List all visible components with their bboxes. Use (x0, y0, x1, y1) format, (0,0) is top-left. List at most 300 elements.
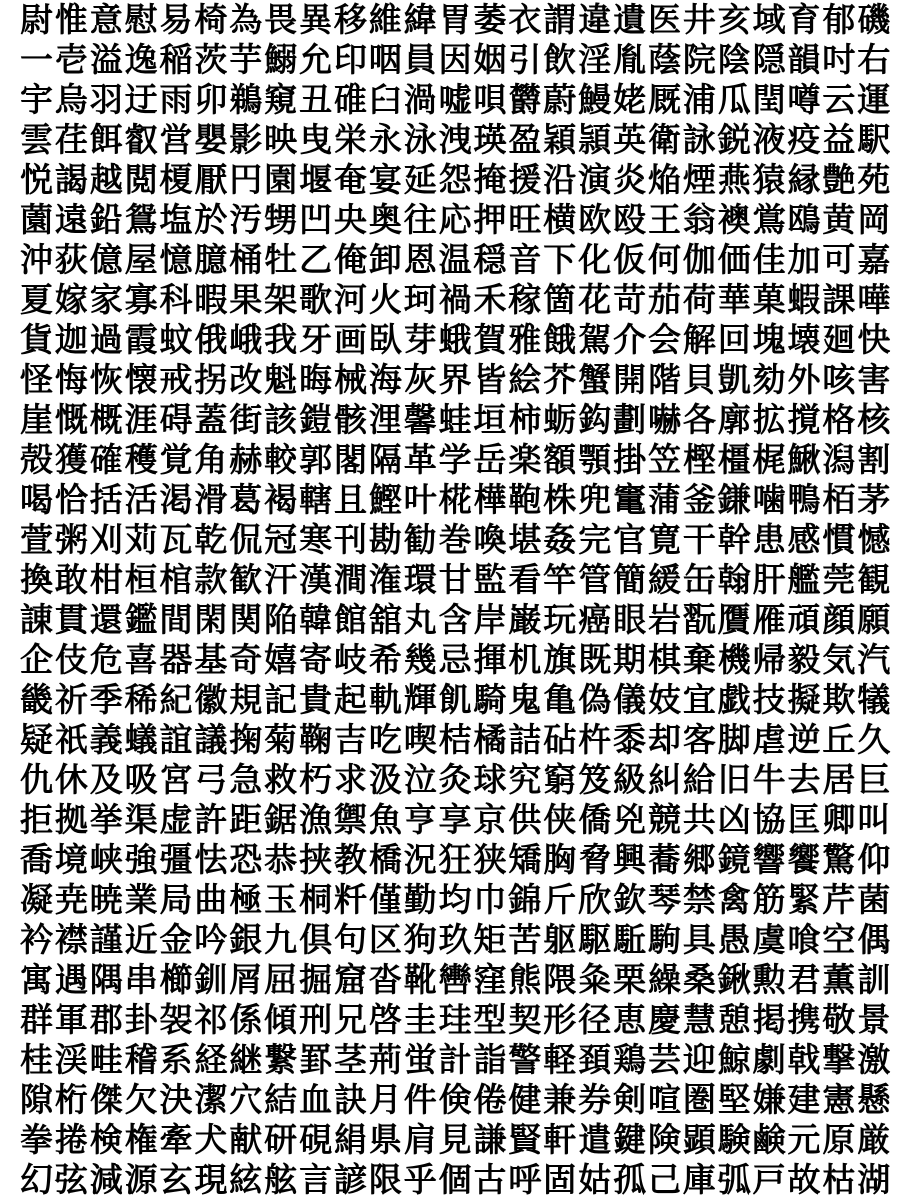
kanji-glyph: 袈 (159, 1000, 193, 1039)
kanji-glyph: 橘 (473, 720, 507, 759)
kanji-glyph: 雅 (508, 320, 542, 359)
kanji-glyph: 嚇 (647, 400, 681, 439)
kanji-glyph: 蔚 (543, 80, 577, 119)
kanji-glyph: 厭 (194, 160, 228, 199)
kanji-glyph: 楽 (508, 440, 542, 479)
kanji-glyph: 血 (299, 1080, 333, 1119)
kanji-glyph: 匡 (787, 800, 821, 839)
kanji-glyph: 径 (578, 1000, 612, 1039)
kanji-glyph: 葛 (229, 480, 263, 519)
kanji-glyph: 異 (299, 0, 333, 39)
kanji-glyph: 研 (264, 1120, 298, 1159)
kanji-glyph: 桶 (229, 240, 263, 279)
kanji-glyph: 可 (822, 240, 856, 279)
kanji-glyph: 虚 (159, 800, 193, 839)
kanji-glyph: 沓 (368, 960, 402, 999)
kanji-glyph: 擬 (787, 680, 821, 719)
kanji-glyph: 甘 (438, 560, 472, 599)
kanji-glyph: 廓 (717, 400, 751, 439)
kanji-glyph: 加 (787, 240, 821, 279)
kanji-glyph: 妓 (647, 680, 681, 719)
kanji-glyph: 鵜 (229, 80, 263, 119)
kanji-glyph: 我 (264, 320, 298, 359)
kanji-glyph: 茄 (647, 280, 681, 319)
kanji-glyph: 黍 (613, 720, 647, 759)
kanji-glyph: 棺 (159, 560, 193, 599)
kanji-glyph: 懸 (857, 1080, 891, 1119)
kanji-glyph: 碍 (159, 400, 193, 439)
kanji-glyph: 澗 (333, 560, 367, 599)
kanji-glyph: 恐 (229, 840, 263, 879)
kanji-glyph: 汗 (264, 560, 298, 599)
kanji-glyph: 距 (229, 800, 263, 839)
kanji-glyph: 芥 (543, 360, 577, 399)
kanji-glyph: 黄 (822, 200, 856, 239)
kanji-glyph: 慰 (124, 0, 158, 39)
kanji-glyph: 移 (333, 0, 367, 39)
kanji-glyph: 謹 (89, 920, 123, 959)
kanji-glyph: 臆 (194, 240, 228, 279)
kanji-glyph: 科 (159, 280, 193, 319)
kanji-glyph: 曲 (194, 880, 228, 919)
kanji-glyph: 液 (752, 120, 786, 159)
kanji-glyph: 咳 (822, 360, 856, 399)
kanji-glyph: 糾 (647, 760, 681, 799)
kanji-glyph: 喬 (19, 840, 53, 879)
kanji-glyph: 壱 (54, 40, 88, 79)
kanji-glyph: 屋 (124, 240, 158, 279)
kanji-glyph: 傑 (89, 1080, 123, 1119)
kanji-glyph: 塩 (159, 200, 193, 239)
kanji-glyph: 金 (159, 920, 193, 959)
kanji-glyph: 井 (682, 0, 716, 39)
kanji-glyph: 兇 (613, 800, 647, 839)
kanji-glyph: 海 (368, 360, 402, 399)
kanji-glyph: 戒 (159, 360, 193, 399)
kanji-glyph: 鋭 (717, 120, 751, 159)
kanji-glyph: 勲 (752, 960, 786, 999)
kanji-glyph: 吟 (194, 920, 228, 959)
kanji-glyph: 願 (857, 600, 891, 639)
glyph-row (19, 200, 900, 240)
kanji-glyph: 括 (89, 480, 123, 519)
kanji-glyph: 戸 (752, 1160, 786, 1199)
kanji-glyph: 教 (333, 840, 367, 879)
kanji-glyph: 居 (822, 760, 856, 799)
kanji-glyph: 強 (124, 840, 158, 879)
kanji-glyph: 挟 (299, 840, 333, 879)
kanji-glyph: 翫 (682, 600, 716, 639)
kanji-glyph: 栄 (333, 120, 367, 159)
kanji-glyph: 検 (89, 1120, 123, 1159)
kanji-glyph: 原 (822, 1120, 856, 1159)
kanji-glyph: 禦 (333, 800, 367, 839)
kanji-glyph: 餓 (543, 320, 577, 359)
kanji-glyph: 戟 (787, 1040, 821, 1079)
kanji-glyph: 鴨 (787, 480, 821, 519)
kanji-glyph: 夏 (19, 280, 53, 319)
kanji-glyph: 亨 (403, 800, 437, 839)
kanji-glyph: 花 (578, 280, 612, 319)
kanji-glyph: 迦 (54, 320, 88, 359)
kanji-glyph: 巻 (438, 520, 472, 559)
kanji-glyph: 兼 (543, 1080, 577, 1119)
kanji-glyph: 雨 (159, 80, 193, 119)
kanji-glyph: 確 (89, 440, 123, 479)
kanji-glyph: 遺 (613, 0, 647, 39)
kanji-glyph: 舘 (368, 600, 402, 639)
kanji-glyph: 牽 (159, 1120, 193, 1159)
kanji-glyph: 乎 (403, 1160, 437, 1199)
kanji-glyph: 桑 (682, 960, 716, 999)
kanji-glyph: 決 (159, 1080, 193, 1119)
kanji-glyph: 肝 (752, 560, 786, 599)
kanji-glyph: 傾 (264, 1000, 298, 1039)
kanji-glyph: 閲 (124, 160, 158, 199)
kanji-glyph: 群 (19, 1000, 53, 1039)
kanji-glyph: 樫 (682, 440, 716, 479)
kanji-glyph: 介 (613, 320, 647, 359)
kanji-glyph: 茅 (857, 480, 891, 519)
kanji-glyph: 俺 (333, 240, 367, 279)
kanji-glyph: 倹 (438, 1080, 472, 1119)
kanji-glyph: 寛 (647, 520, 681, 559)
kanji-glyph: 尉 (19, 0, 53, 39)
kanji-glyph: 件 (403, 1080, 437, 1119)
kanji-glyph: 形 (543, 1000, 577, 1039)
kanji-glyph: 狂 (438, 840, 472, 879)
kanji-glyph: 侠 (543, 800, 577, 839)
kanji-glyph: 刑 (299, 1000, 333, 1039)
kanji-glyph: 休 (54, 760, 88, 799)
kanji-glyph: 系 (159, 1040, 193, 1079)
kanji-glyph: 隔 (368, 440, 402, 479)
kanji-glyph: 殻 (19, 440, 53, 479)
kanji-glyph: 云 (822, 80, 856, 119)
kanji-glyph: 鋸 (264, 800, 298, 839)
kanji-glyph: 諺 (333, 1160, 367, 1199)
kanji-glyph: 禽 (717, 880, 751, 919)
kanji-glyph: 希 (368, 640, 402, 679)
kanji-glyph: 維 (368, 0, 402, 39)
kanji-glyph: 故 (787, 1160, 821, 1199)
kanji-glyph: 繰 (647, 960, 681, 999)
kanji-glyph: 岩 (647, 600, 681, 639)
kanji-glyph: 伽 (682, 240, 716, 279)
kanji-glyph: 灰 (403, 360, 437, 399)
kanji-glyph: 角 (194, 440, 228, 479)
kanji-glyph: 起 (333, 680, 367, 719)
kanji-glyph: 曳 (299, 120, 333, 159)
kanji-glyph: 笈 (578, 760, 612, 799)
kanji-glyph: 格 (822, 400, 856, 439)
kanji-glyph: 咽 (368, 40, 402, 79)
kanji-glyph: 迂 (124, 80, 158, 119)
kanji-glyph: 菓 (752, 280, 786, 319)
glyph-row (19, 760, 900, 800)
kanji-glyph: 乙 (299, 240, 333, 279)
kanji-glyph: 炎 (613, 160, 647, 199)
kanji-glyph: 喫 (403, 720, 437, 759)
glyph-row (19, 560, 900, 600)
kanji-glyph: 還 (89, 600, 123, 639)
kanji-glyph: 塊 (752, 320, 786, 359)
kanji-glyph: 吃 (368, 720, 402, 759)
kanji-glyph: 軒 (543, 1120, 577, 1159)
kanji-glyph: 肩 (403, 1120, 437, 1159)
kanji-glyph: 活 (124, 480, 158, 519)
kanji-glyph: 拒 (19, 800, 53, 839)
kanji-glyph: 丘 (822, 720, 856, 759)
kanji-glyph: 恰 (54, 480, 88, 519)
kanji-glyph: 嫁 (54, 280, 88, 319)
kanji-glyph: 轡 (438, 960, 472, 999)
kanji-glyph: 韓 (299, 600, 333, 639)
kanji-glyph: 鰻 (578, 80, 612, 119)
kanji-glyph: 堰 (299, 160, 333, 199)
kanji-glyph: 叡 (124, 120, 158, 159)
kanji-glyph: 牛 (752, 760, 786, 799)
kanji-glyph: 梶 (752, 440, 786, 479)
kanji-glyph: 閏 (752, 80, 786, 119)
kanji-glyph: 家 (89, 280, 123, 319)
kanji-glyph: 救 (264, 760, 298, 799)
kanji-glyph: 禾 (473, 280, 507, 319)
kanji-glyph: 頴 (578, 120, 612, 159)
kanji-glyph: 供 (508, 800, 542, 839)
kanji-glyph: 学 (438, 440, 472, 479)
kanji-glyph: 溢 (89, 40, 123, 79)
kanji-glyph: 杵 (578, 720, 612, 759)
kanji-glyph: 柿 (508, 400, 542, 439)
kanji-glyph: 越 (89, 160, 123, 199)
kanji-glyph: 怯 (194, 840, 228, 879)
kanji-glyph: 技 (752, 680, 786, 719)
kanji-glyph: 汽 (857, 640, 891, 679)
kanji-glyph: 峨 (229, 320, 263, 359)
kanji-glyph: 疫 (787, 120, 821, 159)
kanji-glyph: 菊 (264, 720, 298, 759)
kanji-glyph: 魁 (264, 360, 298, 399)
kanji-glyph: 絹 (333, 1120, 367, 1159)
kanji-glyph: 掩 (473, 160, 507, 199)
kanji-glyph: 脚 (717, 720, 751, 759)
kanji-glyph: 珂 (403, 280, 437, 319)
kanji-glyph: 汚 (229, 200, 263, 239)
kanji-glyph: 貨 (19, 320, 53, 359)
kanji-glyph: 蚊 (159, 320, 193, 359)
kanji-glyph: 管 (578, 560, 612, 599)
kanji-glyph: 壊 (787, 320, 821, 359)
kanji-glyph: 渠 (124, 800, 158, 839)
kanji-glyph: 鑑 (124, 600, 158, 639)
kanji-glyph: 拠 (54, 800, 88, 839)
kanji-glyph: 桐 (299, 880, 333, 919)
kanji-glyph: 騎 (473, 680, 507, 719)
kanji-glyph: 解 (682, 320, 716, 359)
kanji-glyph: 空 (822, 920, 856, 959)
kanji-glyph: 県 (368, 1120, 402, 1159)
kanji-glyph: 褐 (264, 480, 298, 519)
glyph-row (19, 80, 900, 120)
kanji-glyph: 革 (403, 440, 437, 479)
kanji-glyph: 緯 (403, 0, 437, 39)
kanji-glyph: 贋 (717, 600, 751, 639)
kanji-glyph: 稽 (124, 1040, 158, 1079)
kanji-glyph: 卸 (368, 240, 402, 279)
kanji-glyph: 劃 (613, 400, 647, 439)
kanji-glyph: 仰 (857, 840, 891, 879)
kanji-glyph: 烏 (54, 80, 88, 119)
kanji-glyph: 霞 (124, 320, 158, 359)
kanji-glyph: 轄 (299, 480, 333, 519)
kanji-glyph: 悦 (19, 160, 53, 199)
kanji-glyph: 隅 (89, 960, 123, 999)
kanji-glyph: 季 (89, 680, 123, 719)
kanji-glyph: 階 (647, 360, 681, 399)
kanji-glyph: 映 (264, 120, 298, 159)
kanji-glyph: 恩 (403, 240, 437, 279)
kanji-glyph: 激 (857, 1040, 891, 1079)
kanji-glyph: 樺 (473, 480, 507, 519)
kanji-glyph: 億 (89, 240, 123, 279)
kanji-glyph: 硯 (299, 1120, 333, 1159)
glyph-row (19, 360, 900, 400)
kanji-glyph: 潔 (194, 1080, 228, 1119)
kanji-glyph: 臼 (368, 80, 402, 119)
kanji-glyph: 躯 (543, 920, 577, 959)
kanji-glyph: 勘 (368, 520, 402, 559)
kanji-glyph: 去 (787, 760, 821, 799)
kanji-glyph: 額 (543, 440, 577, 479)
kanji-glyph: 陰 (717, 40, 751, 79)
kanji-glyph: 運 (857, 80, 891, 119)
kanji-glyph: 揮 (473, 640, 507, 679)
kanji-glyph: 柑 (89, 560, 123, 599)
kanji-glyph: 逆 (787, 720, 821, 759)
kanji-glyph: 慨 (54, 400, 88, 439)
kanji-glyph: 乾 (194, 520, 228, 559)
kanji-glyph: 画 (333, 320, 367, 359)
kanji-glyph: 影 (229, 120, 263, 159)
kanji-glyph: 渓 (54, 1040, 88, 1079)
kanji-glyph: 捲 (54, 1120, 88, 1159)
kanji-glyph: 客 (682, 720, 716, 759)
kanji-glyph: 械 (333, 360, 367, 399)
kanji-glyph: 殴 (613, 200, 647, 239)
kanji-glyph: 験 (717, 1120, 751, 1159)
kanji-glyph: 害 (857, 360, 891, 399)
kanji-glyph: 穫 (124, 440, 158, 479)
glyph-row (19, 280, 900, 320)
glyph-row (19, 640, 900, 680)
kanji-glyph: 蒲 (647, 480, 681, 519)
kanji-glyph: 九 (264, 920, 298, 959)
kanji-glyph: 苅 (124, 520, 158, 559)
kanji-glyph: 演 (578, 160, 612, 199)
kanji-glyph: 貝 (682, 360, 716, 399)
kanji-glyph: 往 (403, 200, 437, 239)
kanji-glyph: 遠 (54, 200, 88, 239)
kanji-glyph: 陥 (264, 600, 298, 639)
kanji-glyph: 臥 (368, 320, 402, 359)
kanji-glyph: 圭 (403, 1000, 437, 1039)
kanji-glyph: 惟 (54, 0, 88, 39)
kanji-glyph: 均 (438, 880, 472, 919)
kanji-glyph: 域 (752, 0, 786, 39)
kanji-glyph: 関 (229, 600, 263, 639)
kanji-glyph: 晦 (299, 360, 333, 399)
kanji-glyph: 喰 (787, 920, 821, 959)
kanji-glyph: 印 (333, 40, 367, 79)
kanji-glyph: 衿 (19, 920, 53, 959)
kanji-glyph: 偶 (857, 920, 891, 959)
kanji-glyph: 嫌 (752, 1080, 786, 1119)
kanji-glyph: 萎 (473, 0, 507, 39)
kanji-glyph: 駅 (857, 120, 891, 159)
kanji-glyph: 医 (647, 0, 681, 39)
kanji-glyph: 菌 (857, 880, 891, 919)
kanji-glyph: 為 (229, 0, 263, 39)
kanji-glyph: 架 (264, 280, 298, 319)
kanji-glyph: 赫 (229, 440, 263, 479)
kanji-glyph: 見 (438, 1120, 472, 1159)
kanji-glyph: 帰 (752, 640, 786, 679)
kanji-glyph: 凶 (717, 800, 751, 839)
kanji-glyph: 稼 (508, 280, 542, 319)
kanji-glyph: 蛾 (438, 320, 472, 359)
kanji-glyph: 逸 (124, 40, 158, 79)
kanji-glyph: 結 (264, 1080, 298, 1119)
kanji-glyph: 倶 (299, 920, 333, 959)
glyph-row (19, 840, 900, 880)
kanji-glyph: 郡 (89, 1000, 123, 1039)
kanji-glyph: 嬉 (264, 640, 298, 679)
kanji-glyph: 引 (508, 40, 542, 79)
kanji-glyph: 兜 (578, 480, 612, 519)
kanji-glyph: 喜 (124, 640, 158, 679)
kanji-glyph: 英 (613, 120, 647, 159)
kanji-glyph: 凹 (299, 200, 333, 239)
kanji-glyph: 険 (647, 1120, 681, 1159)
glyph-row (19, 400, 900, 440)
kanji-glyph: 凱 (717, 360, 751, 399)
kanji-glyph: 粂 (578, 960, 612, 999)
kanji-glyph: 禁 (682, 880, 716, 919)
kanji-glyph: 凝 (19, 880, 53, 919)
kanji-glyph: 寓 (19, 960, 53, 999)
kanji-glyph: 畦 (89, 1040, 123, 1079)
kanji-glyph: 峡 (89, 840, 123, 879)
kanji-glyph: 弓 (194, 760, 228, 799)
kanji-glyph: 伎 (54, 640, 88, 679)
kanji-glyph: 浬 (368, 400, 402, 439)
kanji-glyph: 憲 (822, 1080, 856, 1119)
kanji-glyph: 冠 (264, 520, 298, 559)
kanji-glyph: 掲 (752, 1000, 786, 1039)
kanji-glyph: 祁 (194, 1000, 228, 1039)
glyph-row (19, 600, 900, 640)
kanji-glyph: 迎 (682, 1040, 716, 1079)
kanji-glyph: 畿 (19, 680, 53, 719)
kanji-glyph: 慶 (647, 1000, 681, 1039)
kanji-glyph: 劇 (752, 1040, 786, 1079)
kanji-glyph: 恭 (264, 840, 298, 879)
kanji-glyph: 粥 (54, 520, 88, 559)
kanji-glyph: 機 (717, 640, 751, 679)
kanji-glyph: 窺 (264, 80, 298, 119)
kanji-glyph: 援 (508, 160, 542, 199)
